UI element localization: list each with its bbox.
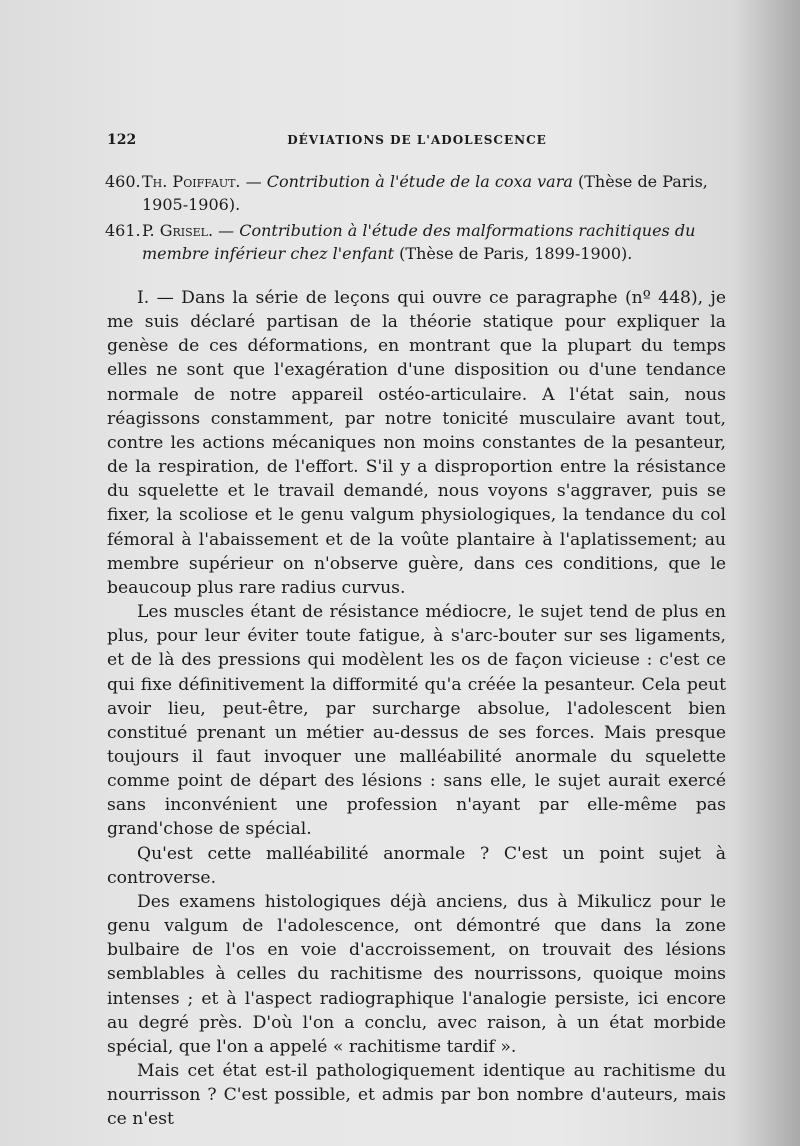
reference-title: Contribution à l'étude de la coxa vara [266,172,573,191]
reference-source: (Thèse de Paris, 1899-1900). [399,244,633,263]
running-head: DÉVIATIONS DE L'ADOLESCENCE [287,133,547,147]
page-number: 122 [107,132,137,148]
bibliography-references [105,170,727,268]
paragraph: Mais cet état est-il pathologiquement identique au rachitisme du nourrisson ? C'est possible, et admis par bon nombre d'auteurs, mais ce n'est [107,1061,726,1130]
reference-author: Th. Poiffaut. — [142,172,262,191]
paragraph: Les muscles étant de résistance médiocre, le sujet tend de plus en plus, pour leur éviter toute fatigue, à s'arc-bouter sur ses ligaments, et de là des pressions qui modèlent les os de façon vicieuse : c'est ce qui fixe définitivement la difformité qu'a créée la pesanteur. Cela peut avoir lieu, peut-être, par surcharge absolue, l'adolescent bien constitué prenant un métier au-dessus de ses forces. Mais presque toujours il faut invoquer une malléabilité anormale du squelette comme point de départ des lésions : sans elle, le sujet aurait exercé sans inconvénient une profession n'ayant par elle-même pas grand'chose de spécial. [107,602,726,840]
page-header [107,132,727,152]
reference-entry [105,219,727,265]
body-text [107,286,726,1131]
paragraph: I. — Dans la série de leçons qui ouvre ce paragraphe (nº 448), je me suis déclaré partisan de la théorie statique pour expliquer la genèse de ces déformations, en montrant que la plupart du temps elles ne sont que l'exagération d'une disposition ou d'une tendance normale de notre appareil ostéo-articulaire. A l'état sain, nous réagissons constamment, par notre tonicité musculaire avant tout, contre les actions mécaniques non moins constantes de la pesanteur, de la respiration, de l'effort. S'il y a disproportion entre la résistance du squelette et le travail demandé, nous voyons s'aggraver, puis se fixer, la scoliose et le genu valgum physiologiques, la tendance du col fémoral à l'abaissement et de la voûte plantaire à l'aplatissement; au membre supérieur on n'observe guère, dans ces conditions, que le beaucoup plus rare radius curvus. [107,288,726,598]
reference-source: (Thèse de Paris, 1905-1906). [142,172,708,214]
reference-number: 460. [105,172,141,191]
reference-title: Contribution à l'étude des malformations rachitiques du membre inférieur chez l'enfant [142,221,696,263]
paragraph: Des examens histologiques déjà anciens, dus à Mikulicz pour le genu valgum de l'adolescence, ont démontré que dans la zone bulbaire de l'os en voie d'accroissement, on trouvait des lésions semblables à celles du rachitisme des nourrissons, quoique moins intenses ; et à l'aspect radiographique l'analogie persiste, ici encore au degré près. D'où l'on a conclu, avec raison, à un état morbide spécial, que l'on a appelé « rachitisme tardif ». [107,891,726,1057]
reference-number: 461. [105,221,141,240]
paragraph: Qu'est cette malléabilité anormale ? C'est un point sujet à controverse. [107,843,726,888]
reference-entry [105,170,727,216]
reference-author: P. Grisel. — [142,221,235,240]
